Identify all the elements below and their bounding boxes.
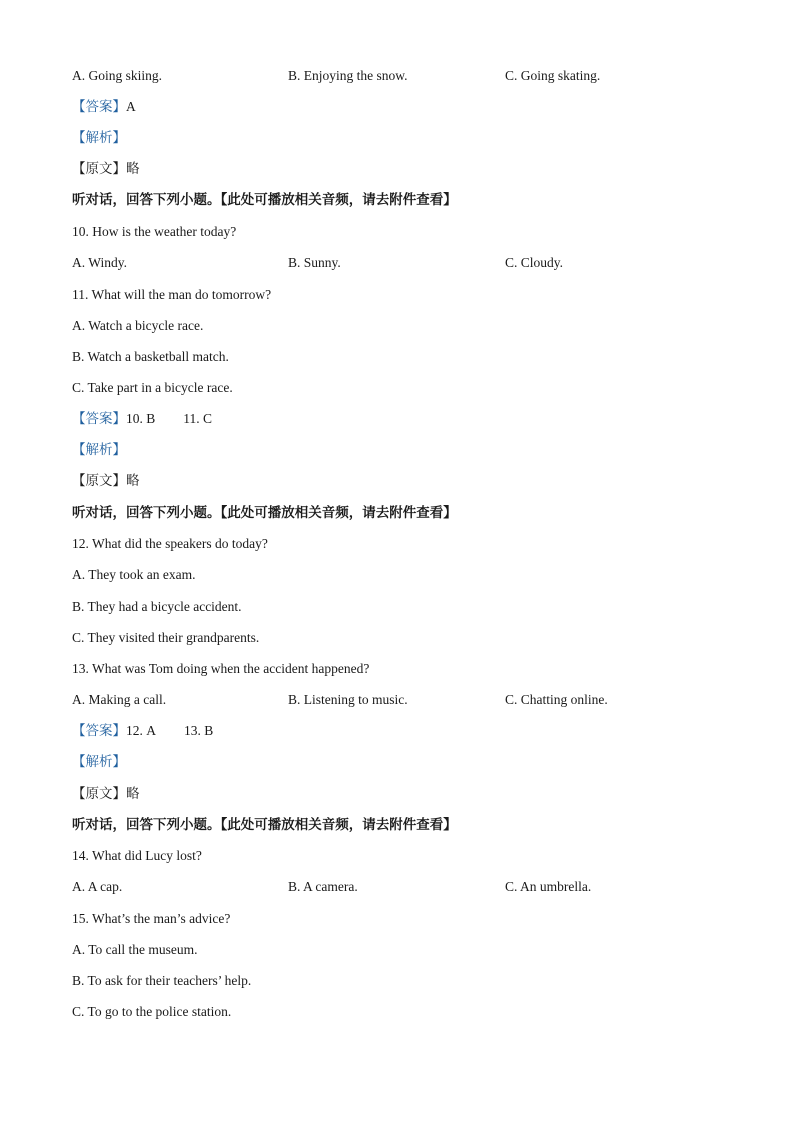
original-row-12-13 <box>72 783 140 805</box>
analysis-row-9 <box>72 127 126 149</box>
listening-instruction-3: 听对话，回答下列小题。【此处可播放相关音频，请去附件查看】 <box>72 817 457 832</box>
q10-option-b: B. Sunny. <box>288 255 341 270</box>
answer-label: 【答案】 <box>72 411 126 426</box>
answer-row-10-11 <box>72 408 212 430</box>
original-label: 【原文】 <box>72 473 126 488</box>
answer-label: 【答案】 <box>72 723 126 738</box>
answer-row-12-13 <box>72 720 213 742</box>
q15-option-c: C. To go to the police station. <box>72 1004 232 1019</box>
q13-stem: 13. What was Tom doing when the accident happened? <box>72 661 370 676</box>
original-value: 略 <box>126 161 140 176</box>
original-value: 略 <box>126 786 140 801</box>
q10-option-c: C. Cloudy. <box>505 255 564 270</box>
original-row-10-11 <box>72 470 140 492</box>
listening-instruction-2: 听对话，回答下列小题。【此处可播放相关音频，请去附件查看】 <box>72 505 457 520</box>
analysis-label: 【解析】 <box>72 754 126 769</box>
analysis-row-10-11 <box>72 439 126 461</box>
analysis-label: 【解析】 <box>72 442 126 457</box>
original-value: 略 <box>126 473 140 488</box>
answer-value-12: 12. A <box>126 723 156 738</box>
q9-option-b: B. Enjoying the snow. <box>288 68 408 83</box>
q15-option-b: B. To ask for their teachers’ help. <box>72 973 252 988</box>
q13-option-a: A. Making a call. <box>72 692 167 707</box>
answer-value-11: 11. C <box>183 411 213 426</box>
answer-value-10: 10. B <box>126 411 156 426</box>
original-row-9 <box>72 158 140 180</box>
q13-option-c: C. Chatting online. <box>505 692 608 707</box>
q11-option-b: B. Watch a basketball match. <box>72 349 229 364</box>
listening-instruction-1: 听对话，回答下列小题。【此处可播放相关音频，请去附件查看】 <box>72 192 457 207</box>
q14-option-b: B. A camera. <box>288 879 358 894</box>
q14-stem: 14. What did Lucy lost? <box>72 848 202 863</box>
q14-option-a: A. A cap. <box>72 879 123 894</box>
q11-option-a: A. Watch a bicycle race. <box>72 318 204 333</box>
q13-option-b: B. Listening to music. <box>288 692 408 707</box>
answer-row-9 <box>72 96 136 118</box>
q15-option-a: A. To call the museum. <box>72 942 198 957</box>
answer-value: A <box>126 99 136 114</box>
analysis-label: 【解析】 <box>72 130 126 145</box>
analysis-row-12-13 <box>72 751 126 773</box>
q10-option-a: A. Windy. <box>72 255 127 270</box>
original-label: 【原文】 <box>72 161 126 176</box>
original-label: 【原文】 <box>72 786 126 801</box>
answer-value-13: 13. B <box>184 723 214 738</box>
q10-stem: 10. How is the weather today? <box>72 224 237 239</box>
q11-option-c: C. Take part in a bicycle race. <box>72 380 233 395</box>
q12-option-a: A. They took an exam. <box>72 567 196 582</box>
q15-stem: 15. What’s the man’s advice? <box>72 911 231 926</box>
answer-label: 【答案】 <box>72 99 126 114</box>
q14-option-c: C. An umbrella. <box>505 879 592 894</box>
q12-option-b: B. They had a bicycle accident. <box>72 599 242 614</box>
q11-stem: 11. What will the man do tomorrow? <box>72 287 272 302</box>
q12-option-c: C. They visited their grandparents. <box>72 630 260 645</box>
q9-option-c: C. Going skating. <box>505 68 601 83</box>
q12-stem: 12. What did the speakers do today? <box>72 536 268 551</box>
q9-option-a: A. Going skiing. <box>72 68 163 83</box>
